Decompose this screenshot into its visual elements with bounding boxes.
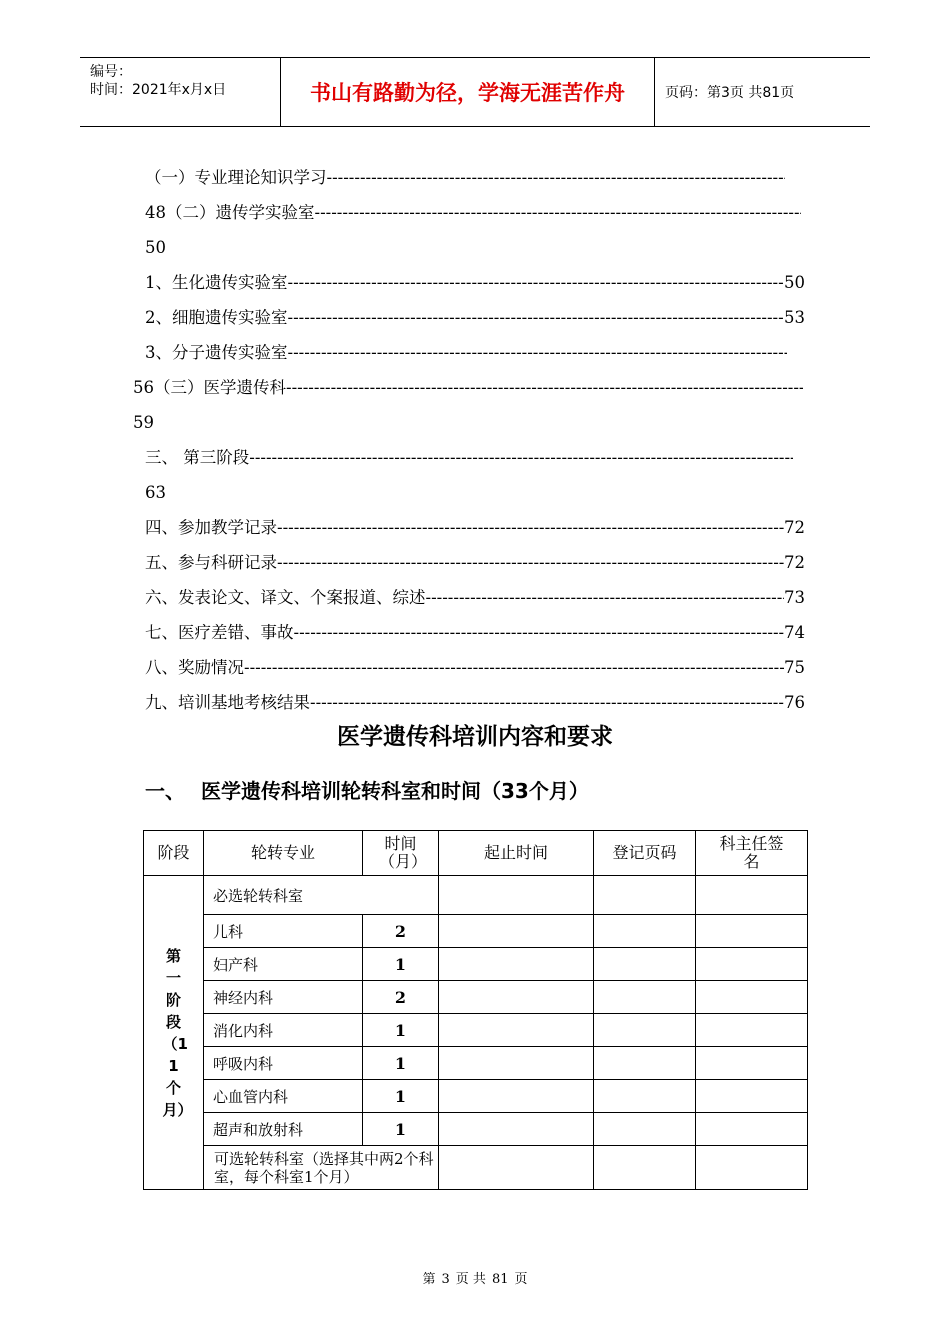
header-page-info: 页码：第3页 共81页 <box>665 85 795 101</box>
section-heading <box>145 775 589 804</box>
period-cell[interactable] <box>439 981 594 1014</box>
page-cell[interactable] <box>594 876 696 915</box>
page-cell[interactable] <box>594 1113 696 1146</box>
table-row <box>144 981 808 1014</box>
required-label: 必选轮转科室 <box>204 876 439 915</box>
sign-cell[interactable] <box>696 1146 808 1190</box>
page-cell[interactable] <box>594 1146 696 1190</box>
specialty-cell: 消化内科 <box>204 1014 363 1047</box>
header-specialty: 轮转专业 <box>204 831 363 876</box>
page-cell[interactable] <box>594 915 696 948</box>
page-cell[interactable] <box>594 948 696 981</box>
toc-line[interactable]: 六、发表论文、译文、个案报道、综述 ----- 73 <box>145 586 805 610</box>
optional-label: 可选轮转科室（选择其中两2个科室，每个科室1个月） <box>204 1146 439 1190</box>
table-row <box>144 1080 808 1113</box>
stage-label: 第一阶段（11个月） <box>162 946 193 1119</box>
header-period: 起止时间 <box>439 831 594 876</box>
specialty-cell: 神经内科 <box>204 981 363 1014</box>
specialty-cell: 心血管内科 <box>204 1080 363 1113</box>
sign-cell[interactable] <box>696 1113 808 1146</box>
page-cell[interactable] <box>594 1080 696 1113</box>
page-cell[interactable] <box>594 1047 696 1080</box>
toc-line[interactable]: 九、培训基地考核结果 ----- 76 <box>145 691 805 715</box>
period-cell[interactable] <box>439 1047 594 1080</box>
header-stage: 阶段 <box>144 831 204 876</box>
months-cell: 1 <box>363 1113 439 1146</box>
specialty-cell: 儿科 <box>204 915 363 948</box>
months-cell: 2 <box>363 981 439 1014</box>
table-row <box>144 1047 808 1080</box>
header-page: 登记页码 <box>594 831 696 876</box>
table-row <box>144 948 808 981</box>
header-meta <box>80 58 281 126</box>
period-cell[interactable] <box>439 915 594 948</box>
toc-line[interactable]: 56（三）医学遗传科 ----- <box>133 376 803 400</box>
months-cell: 2 <box>363 915 439 948</box>
toc-line[interactable]: 四、参加教学记录 ----- 72 <box>145 516 805 540</box>
period-cell[interactable] <box>439 1080 594 1113</box>
header-motto: 书山有路勤为径，学海无涯苦作舟 <box>281 58 655 126</box>
toc-line[interactable]: 七、医疗差错、事故 ----- 74 <box>145 621 805 645</box>
months-cell: 1 <box>363 948 439 981</box>
page-footer: 第 3 页 共 81 页 <box>422 1272 528 1287</box>
sign-cell[interactable] <box>696 948 808 981</box>
toc-line[interactable]: 五、参与科研记录 ----- 72 <box>145 551 805 575</box>
number-label: 编号： <box>90 64 132 80</box>
page-cell[interactable] <box>594 981 696 1014</box>
stage-cell <box>144 876 204 1190</box>
table-header-row <box>144 831 808 876</box>
toc-line[interactable]: 2、细胞遗传实验室 ----- 53 <box>145 306 805 330</box>
header-sign: 科主任签名 <box>696 831 808 876</box>
period-cell[interactable] <box>439 1146 594 1190</box>
toc-line: 59 <box>133 413 154 432</box>
section-number: 一、 <box>145 779 185 803</box>
months-cell: 1 <box>363 1014 439 1047</box>
toc-line[interactable]: 八、奖励情况 ----- 75 <box>145 656 805 680</box>
sign-cell[interactable] <box>696 1047 808 1080</box>
specialty-cell: 超声和放射科 <box>204 1113 363 1146</box>
page-cell[interactable] <box>594 1014 696 1047</box>
footer-total-pages: 81 <box>491 1272 509 1287</box>
period-cell[interactable] <box>439 948 594 981</box>
page-header <box>80 57 870 127</box>
toc-line[interactable]: 3、分子遗传实验室 ----- <box>145 341 787 365</box>
table-row <box>144 1014 808 1047</box>
period-cell[interactable] <box>439 1014 594 1047</box>
period-cell[interactable] <box>439 1113 594 1146</box>
toc-line[interactable]: 48（二）遗传学实验室 ----- <box>145 201 801 225</box>
months-cell: 1 <box>363 1080 439 1113</box>
specialty-cell: 呼吸内科 <box>204 1047 363 1080</box>
months-cell: 1 <box>363 1047 439 1080</box>
sign-cell[interactable] <box>696 876 808 915</box>
table-row <box>144 876 808 915</box>
toc-line[interactable]: 三、 第三阶段 ----- <box>145 446 793 470</box>
rotation-table <box>143 830 808 1190</box>
date-label: 时间：2021年x月x日 <box>90 82 227 98</box>
toc-line[interactable]: 1、生化遗传实验室 ----- 50 <box>145 271 805 295</box>
toc-line: 50 <box>145 238 166 257</box>
page-title: 医学遗传科培训内容和要求 <box>337 724 613 750</box>
section-text: 医学遗传科培训轮转科室和时间（33个月） <box>201 779 589 803</box>
toc-line[interactable]: （一）专业理论知识学习 ----- <box>145 166 785 190</box>
footer-page-number: 3 <box>441 1272 450 1287</box>
specialty-cell: 妇产科 <box>204 948 363 981</box>
table-row <box>144 1146 808 1190</box>
sign-cell[interactable] <box>696 1014 808 1047</box>
period-cell[interactable] <box>439 876 594 915</box>
table-row <box>144 915 808 948</box>
toc-line: 63 <box>145 483 166 502</box>
table-row <box>144 1113 808 1146</box>
sign-cell[interactable] <box>696 1080 808 1113</box>
sign-cell[interactable] <box>696 981 808 1014</box>
sign-cell[interactable] <box>696 915 808 948</box>
header-months: 时间（月） <box>363 831 439 876</box>
